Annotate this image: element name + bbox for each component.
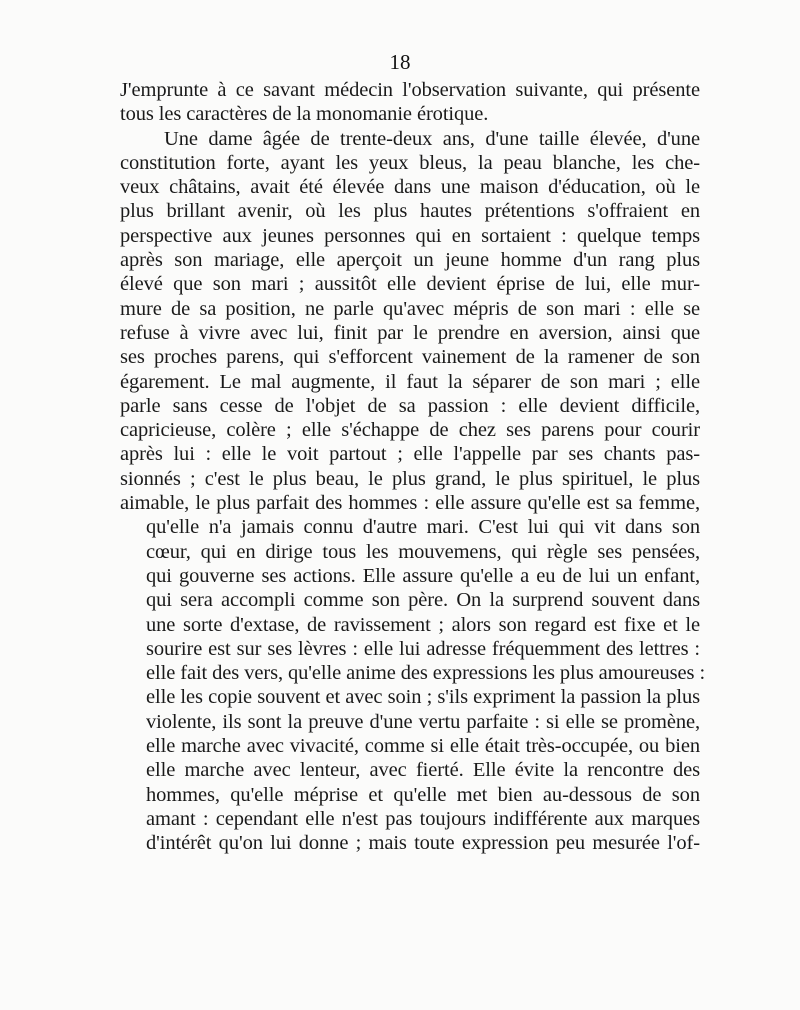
text-line: elle marche avec vivacité, comme si elle était très-occupée, ou bien xyxy=(146,735,700,758)
text-line: tous les caractères de la monomanie érotique. xyxy=(120,103,489,126)
text-line: veux châtains, avait été élevée dans une maison d'éducation, où le xyxy=(120,176,700,199)
text-line: mure de sa position, ne parle qu'avec mépris de son mari : elle se xyxy=(120,297,700,320)
text-line: plus brillant avenir, où les plus hautes prétentions s'offraient en xyxy=(120,200,700,223)
text-line: hommes, qu'elle méprise et qu'elle met bien au-dessous de son xyxy=(146,783,700,806)
text-line: une sorte d'extase, de ravissement ; alors son regard est fixe et le xyxy=(146,613,700,636)
text-line: après son mariage, elle aperçoit un jeune homme d'un rang plus xyxy=(120,249,700,272)
text-line: qui gouverne ses actions. Elle assure qu'elle a eu de lui un enfant, xyxy=(146,564,700,587)
text-line: refuse à vivre avec lui, finit par le prendre en aversion, ainsi que xyxy=(120,321,700,344)
text-line: qu'elle n'a jamais connu d'autre mari. C'est lui qui vit dans son xyxy=(146,516,700,539)
text-line: parle sans cesse de l'objet de sa passion : elle devient difficile, xyxy=(120,394,700,417)
text-line: J'emprunte à ce savant médecin l'observation suivante, qui présente xyxy=(120,79,700,101)
page-number: 18 xyxy=(389,50,411,74)
text-line: après lui : elle le voit partout ; elle l'appelle par ses chants pas- xyxy=(120,443,700,466)
text-line: d'intérêt qu'on lui donne ; mais toute expression peu mesurée l'of- xyxy=(146,832,700,855)
text-line: elle marche avec lenteur, avec fierté. Elle évite la rencontre des xyxy=(146,759,700,782)
text-line: sourire est sur ses lèvres : elle lui adresse fréquemment des lettres : xyxy=(146,637,700,660)
text-line: aimable, le plus parfait des hommes : elle assure qu'elle est sa femme, xyxy=(120,492,700,515)
text-line: qui sera accompli comme son père. On la surprend souvent dans xyxy=(146,589,700,612)
text-line: sionnés ; c'est le plus beau, le plus grand, le plus spirituel, le plus xyxy=(120,467,700,490)
text-line: elle fait des vers, qu'elle anime des expressions les plus amoureuses : xyxy=(146,662,706,685)
text-line: amant : cependant elle n'est pas toujours indifférente aux marques xyxy=(146,807,700,830)
text-line: elle les copie souvent et avec soin ; s'ils expriment la passion la plus xyxy=(146,686,700,709)
text-line: capricieuse, colère ; elle s'échappe de chez ses parens pour courir xyxy=(120,419,700,442)
body-text xyxy=(120,78,706,856)
text-line: élevé que son mari ; aussitôt elle devient éprise de lui, elle mur- xyxy=(120,273,700,296)
text-line: cœur, qui en dirige tous les mouvemens, qui règle ses pensées, xyxy=(146,540,700,563)
text-line: perspective aux jeunes personnes qui en sortaient : quelque temps xyxy=(120,224,700,247)
text-line: constitution forte, ayant les yeux bleus, la peau blanche, les che- xyxy=(120,151,700,174)
text-line: ses proches parens, qui s'efforcent vainement de la ramener de son xyxy=(120,346,700,369)
text-line: égarement. Le mal augmente, il faut la séparer de son mari ; elle xyxy=(120,370,700,393)
text-line: Une dame âgée de trente-deux ans, d'une taille élevée, d'une xyxy=(164,127,700,150)
text-line: violente, ils sont la preuve d'une vertu parfaite : si elle se promène, xyxy=(146,710,700,733)
